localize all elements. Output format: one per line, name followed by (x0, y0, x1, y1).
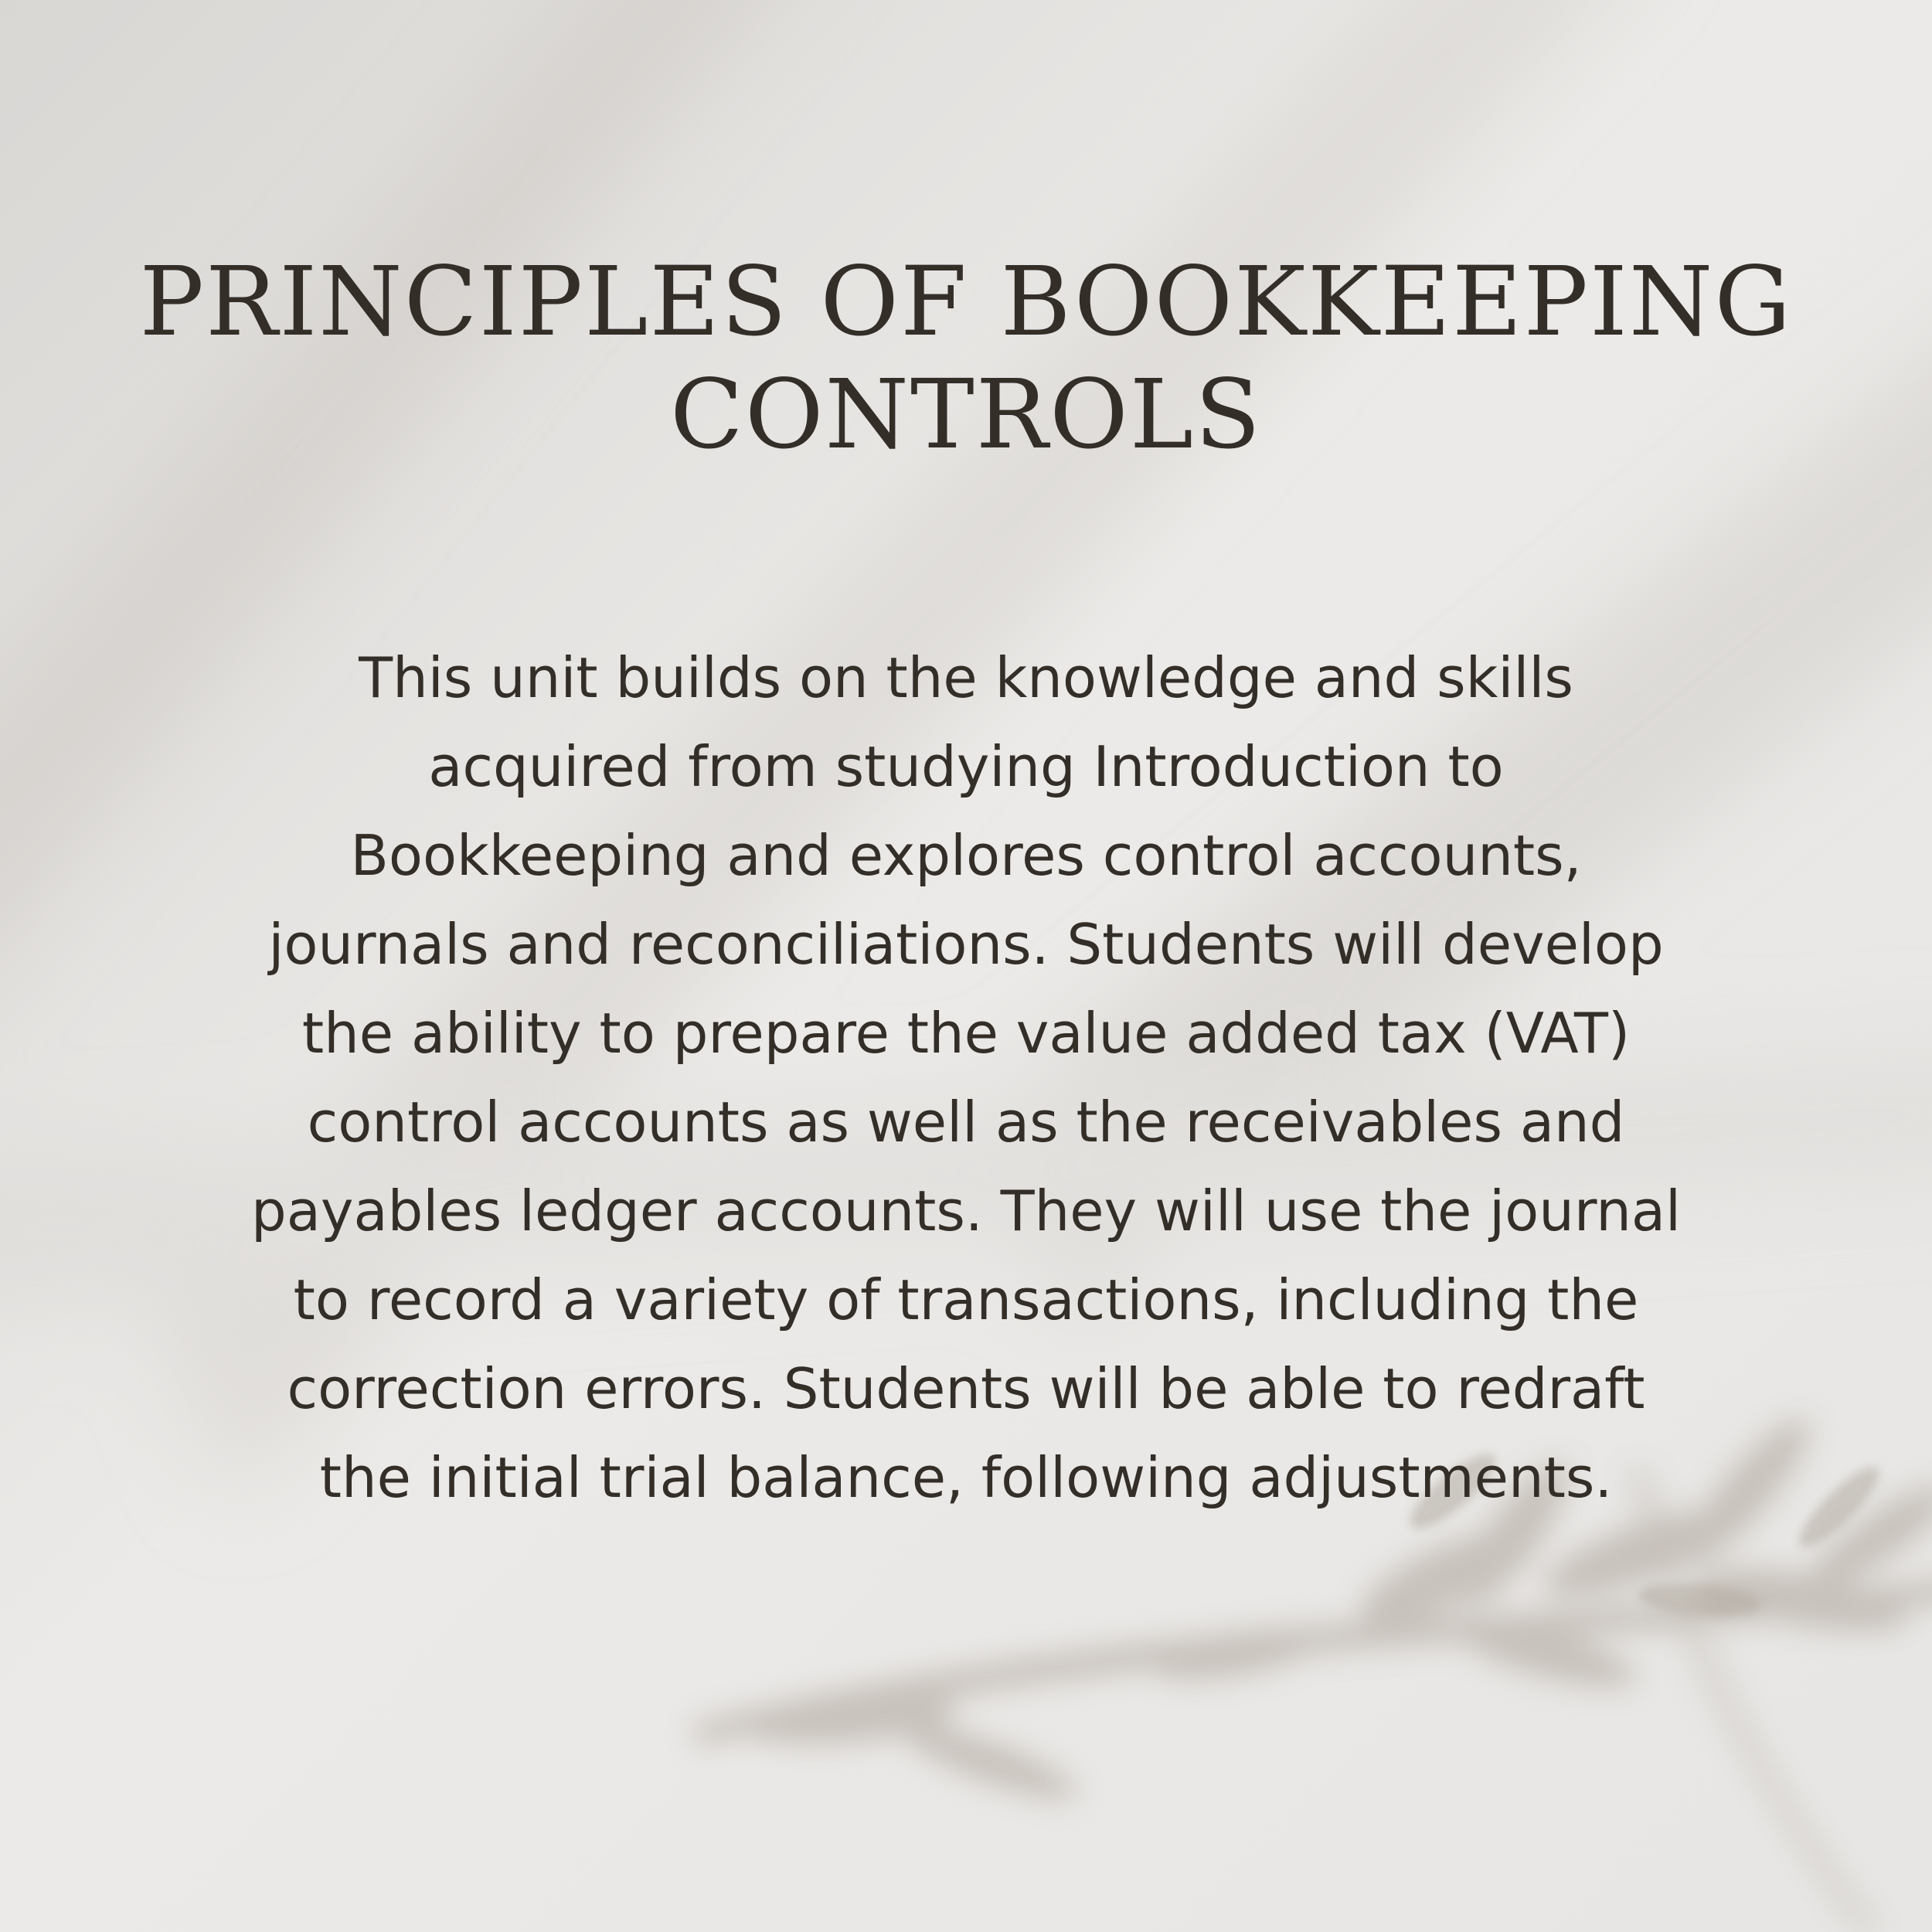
description-line-9: correction errors. Students will be able to redraft (287, 1356, 1645, 1421)
description-line-4: journals and reconciliations. Students will develop (268, 912, 1664, 977)
description-line-10: the initial trial balance, following adjustments. (319, 1445, 1613, 1510)
page-title (0, 246, 1932, 471)
description-line-2: acquired from studying Introduction to (428, 734, 1504, 799)
description-line-7: payables ledger accounts. They will use the journal (251, 1179, 1681, 1243)
unit-description (0, 634, 1932, 1522)
description-line-3: Bookkeeping and explores control accounts, (350, 823, 1582, 888)
description-line-1: This unit builds on the knowledge and skills (359, 645, 1573, 710)
title-line-2: CONTROLS (669, 359, 1263, 471)
description-line-5: the ability to prepare the value added tax (VAT) (301, 1001, 1631, 1066)
description-line-8: to record a variety of transactions, including the (293, 1267, 1639, 1332)
description-line-6: control accounts as well as the receivables and (307, 1090, 1625, 1155)
title-line-1: PRINCIPLES OF BOOKKEEPING (139, 247, 1793, 358)
